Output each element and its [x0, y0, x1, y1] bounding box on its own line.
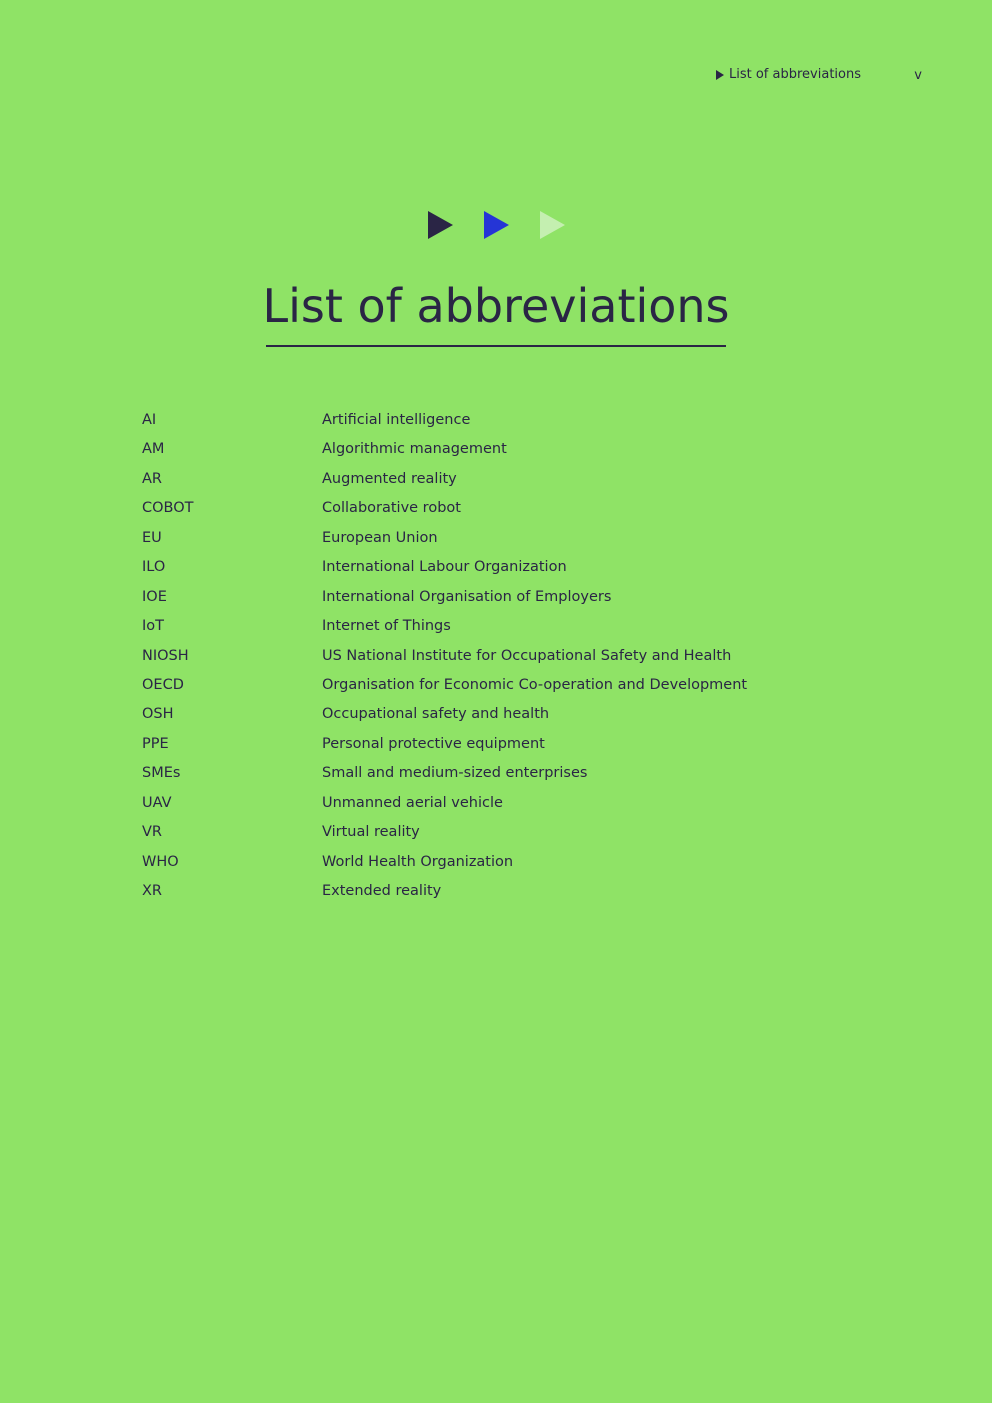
running-header: [716, 66, 922, 84]
abbreviation-definition: World Health Organization: [322, 853, 514, 870]
abbreviation-code: COBOT: [142, 500, 194, 517]
dark-triangle-icon: [428, 211, 453, 239]
abbreviation-definition: Algorithmic management: [322, 441, 507, 458]
abbreviation-row: [142, 583, 842, 612]
abbreviation-code: XR: [142, 883, 163, 899]
abbreviation-row: [142, 877, 842, 906]
title-underline: [266, 345, 726, 347]
abbreviation-definition: European Union: [322, 529, 438, 546]
abbreviation-definition: US National Institute for Occupational Safety and Health: [322, 647, 732, 664]
abbreviation-code: AR: [142, 470, 162, 487]
abbreviation-row: [142, 818, 842, 847]
abbreviation-list: [142, 406, 842, 906]
abbreviation-row: [142, 494, 842, 523]
abbreviation-code: AI: [142, 412, 157, 428]
abbreviation-row: [142, 612, 842, 641]
abbreviation-definition: Internet of Things: [322, 618, 451, 635]
abbreviation-code: SMEs: [142, 765, 181, 782]
abbreviation-code: WHO: [142, 853, 179, 870]
abbreviation-row: [142, 406, 842, 435]
abbreviation-code: ILO: [142, 559, 166, 576]
abbreviation-definition: International Labour Organization: [322, 559, 567, 576]
abbreviation-row: [142, 465, 842, 494]
abbreviation-row: [142, 789, 842, 818]
abbreviation-code: AM: [142, 441, 165, 458]
decorative-triangles: [428, 211, 568, 241]
abbreviation-definition: Occupational safety and health: [322, 706, 550, 723]
abbreviation-code: IoT: [142, 618, 165, 635]
abbreviation-definition: Virtual reality: [322, 824, 420, 841]
abbreviation-code: OECD: [142, 676, 184, 693]
abbreviation-definition: Augmented reality: [322, 470, 457, 487]
abbreviation-code: VR: [142, 824, 162, 841]
abbreviation-definition: Organisation for Economic Co-operation and Development: [322, 676, 748, 693]
light-triangle-icon: [540, 211, 565, 239]
abbreviation-code: PPE: [142, 735, 169, 752]
abbreviation-row: [142, 435, 842, 464]
blue-triangle-icon: [484, 211, 509, 239]
page-title: List of abbreviations: [262, 279, 730, 333]
abbreviation-definition: Collaborative robot: [322, 500, 461, 517]
abbreviation-definition: Artificial intelligence: [322, 412, 471, 428]
abbreviation-code: EU: [142, 529, 162, 546]
abbreviation-code: IOE: [142, 588, 167, 605]
abbreviation-code: UAV: [142, 794, 172, 811]
abbreviation-code: NIOSH: [142, 647, 189, 664]
abbreviation-row: [142, 642, 842, 671]
abbreviation-definition: Small and medium-sized enterprises: [322, 765, 588, 782]
abbreviation-row: [142, 700, 842, 729]
abbreviation-definition: International Organisation of Employers: [322, 588, 612, 605]
abbreviation-row: [142, 759, 842, 788]
abbreviation-row: [142, 848, 842, 877]
abbreviation-definition: Extended reality: [322, 883, 442, 899]
abbreviation-definition: Unmanned aerial vehicle: [322, 794, 503, 811]
running-header-section: List of abbreviations: [729, 67, 861, 82]
section-triangle-icon: [716, 70, 724, 80]
abbreviation-row: [142, 524, 842, 553]
abbreviation-row: [142, 730, 842, 759]
abbreviation-code: OSH: [142, 706, 174, 723]
page-number: v: [914, 68, 922, 83]
abbreviation-row: [142, 553, 842, 582]
abbreviation-row: [142, 671, 842, 700]
abbreviation-definition: Personal protective equipment: [322, 735, 545, 752]
